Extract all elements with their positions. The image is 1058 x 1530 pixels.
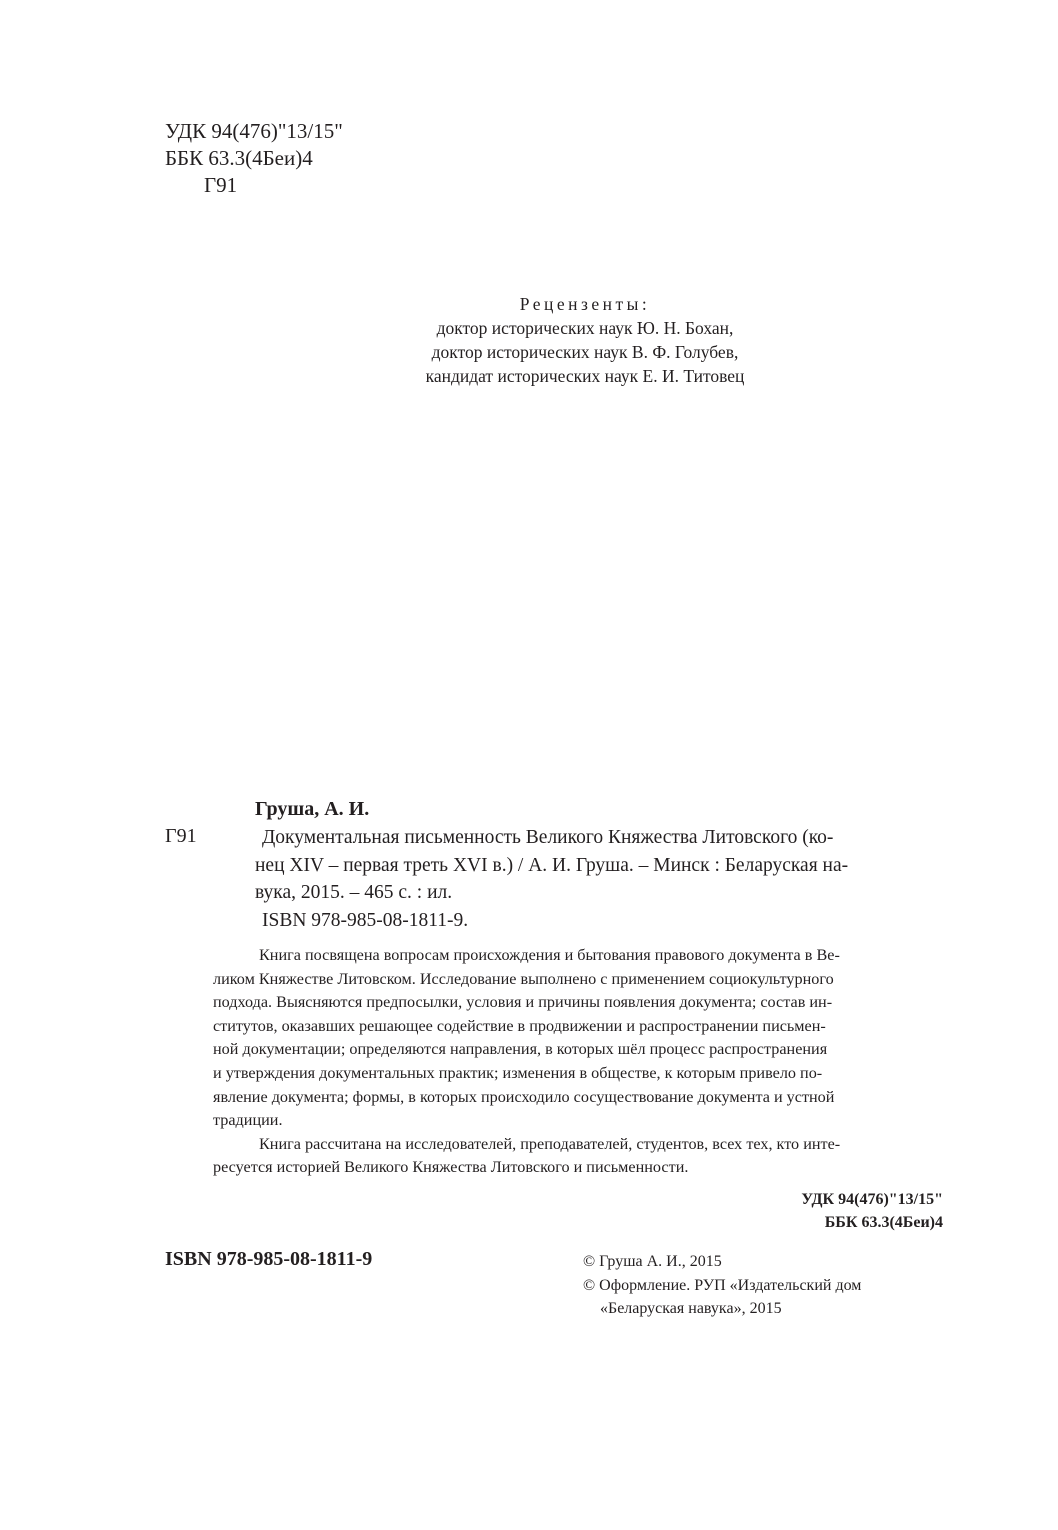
copyright-line: «Беларуская навука», 2015 [600,1300,782,1317]
annotation-line: традиции. [213,1111,283,1130]
bibliographic-description [255,824,943,934]
annotation-line: Книга посвящена вопросам происхождения и бытования правового документа в Ве- [259,946,840,964]
reviewers-heading: Рецензенты: [519,294,651,314]
description-line: вука, 2015. – 465 с. : ил. [255,882,453,903]
card-udk-code: УДК 94(476)"13/15" [801,1191,943,1208]
isbn: ISBN 978-985-08-1811-9 [165,1248,373,1270]
reviewer-line: кандидат исторических наук Е. И. Титовец [425,366,745,386]
copyright-block [583,1250,861,1321]
card-author: Груша, А. И. [255,798,370,820]
annotation-line: и утверждения документальных практик; изменения в обществе, к которым привело по- [213,1063,823,1082]
udk-code: УДК 94(476)"13/15" [165,119,343,143]
annotation-line: явление документа; формы, в которых происходило сосуществование документа и устной [213,1087,835,1106]
author-mark: Г91 [204,173,238,197]
annotation [213,944,943,1180]
annotation-line: Книга рассчитана на исследователей, преподавателей, студентов, всех тех, кто инте- [259,1134,841,1153]
bbk-code: ББК 63.3(4Беи)4 [165,146,313,170]
card-classification [801,1188,943,1234]
reviewer-line: доктор исторических наук Ю. Н. Бохан, [436,318,734,338]
annotation-line: ликом Княжестве Литовском. Исследование выполнено с применением социокультурного [213,969,834,988]
reviewer-line: доктор исторических наук В. Ф. Голубев, [431,342,739,362]
annotation-line: ститутов, оказавших решающее содействие в продвижении и распространении письмен- [213,1016,826,1035]
card-author-mark: Г91 [165,825,197,847]
annotation-line: ресуется историей Великого Княжества Литовского и письменности. [213,1158,689,1177]
annotation-line: ной документации; определяются направления, в которых шёл процесс распространения [213,1040,828,1059]
description-line: Документальная письменность Великого Княжества Литовского (ко- [262,827,834,848]
card-isbn: ISBN 978-985-08-1811-9. [262,909,469,931]
card-bbk-code: ББК 63.3(4Беи)4 [824,1214,943,1231]
annotation-line: подхода. Выясняются предпосылки, условия и причины появления документа; состав ин- [213,993,833,1012]
copyright-line: © Оформление. РУП «Издательский дом [583,1276,862,1294]
top-classification [165,118,343,199]
copyright-line: © Груша А. И., 2015 [583,1253,722,1270]
description-line: нец XIV – первая треть XVI в.) / А. И. Груша. – Минск : Беларуская на- [255,854,849,876]
reviewers-block [360,292,810,388]
